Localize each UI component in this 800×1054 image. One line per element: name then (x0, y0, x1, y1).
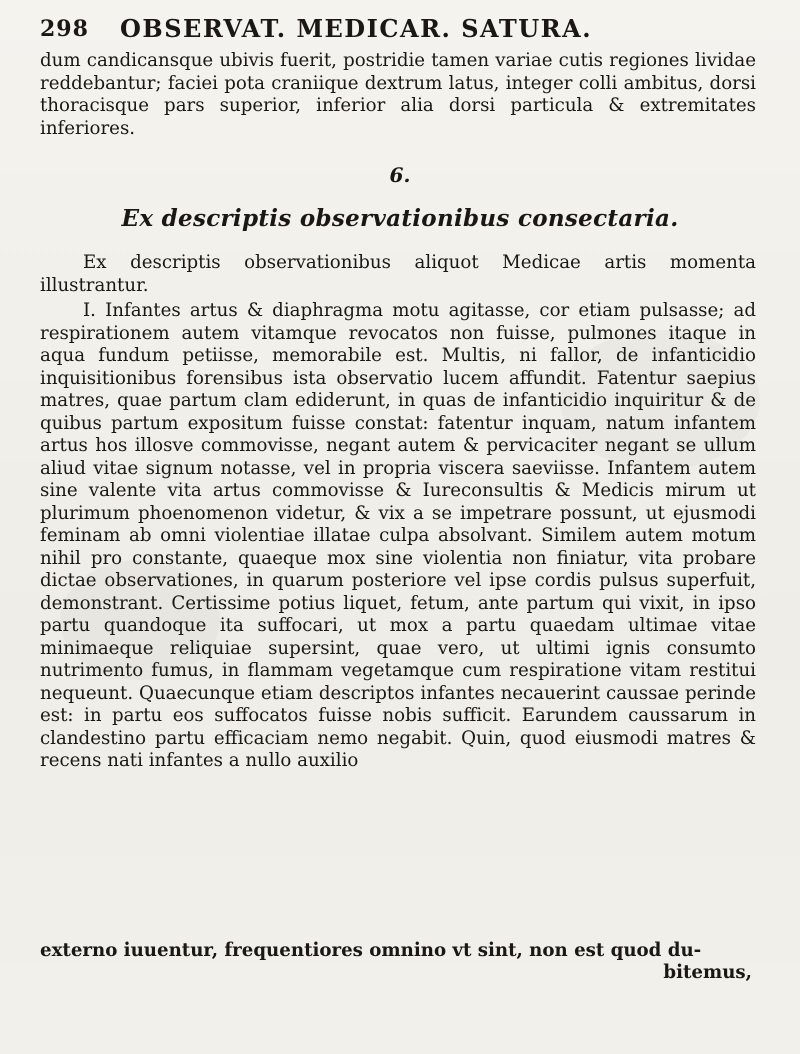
catchword: bitemus, (663, 962, 752, 983)
last-line: externo iuuentur, frequentiores omnino vt sint, non est quod du- (40, 940, 702, 961)
section-title: Ex descriptis observationibus consectaria. (121, 205, 679, 232)
page-number: 298 (40, 16, 89, 42)
main-paragraph: Ex descriptis observationibus aliquot Medicae artis momenta illustrantur. (40, 252, 756, 296)
page-header (40, 8, 760, 48)
section-number: 6. (389, 163, 411, 187)
item-one-paragraph: I. Infantes artus & diaphragma motu agitasse, cor etiam pulsasse; ad respirationem autem vitamque revocatos non fuisse, pulmones itaque in aqua fundum petiisse, memorabile est. Multis, ni fallor, de infanticidio inquisitionibus forensibus ista observatio lucem affundit. Fatentur saepius matres, quae partum clam ediderunt, in quas de infanticidio inquiritur & de quibus partum expositum fuisse constat: fatentur inquam, natum infantem artus hos illosve commovisse, negant autem & pervicaciter negant se ullum aliud vitae signum notasse, vel in propria viscera saeviisse. Infantem autem sine valente vita artus commovisse & Iureconsultis & Medicis mirum ut plurimum phoenomenon videtur, & vix a se impetrare possunt, ut ejusmodi feminam ab omni violentiae illatae culpa absolvant. Similem autem motum nihil pro constante, quaeque mox sine violentia non finiatur, vita probare dictae observationes, in quarum posteriore vel ipse cordis pulsus superfuit, demonstrant. Certissime potius liquet, fetum, ante partum qui vixit, in ipso partu quandoque ita suffocari, ut mox a partu quaedam ultimae vitae minimaeque reliquiae supersint, quae vero, ut ultimi ignis consumto nutrimento fumus, in flammam vegetamque cum respiratione vitam restitui nequeunt. Quaecunque etiam descriptos infantes necauerint caussae perinde est: in partu eos suffocatos fuisse nobis sufficit. Earundem caussarum in clandestino partu efficaciam nemo negabit. Quin, quod eiusmodi matres & recens nati infantes a nullo auxilio (40, 300, 756, 771)
intro-paragraph: dum candicansque ubivis fuerit, postridie tamen variae cutis regiones lividae reddebantur; faciei pota craniique dextrum latus, integer colli ambitus, dorsi thoracisque pars superior, inferior alia dorsi particula & extremitates inferiores. (40, 50, 756, 139)
running-head: OBSERVAT. MEDICAR. SATURA. (120, 14, 593, 43)
